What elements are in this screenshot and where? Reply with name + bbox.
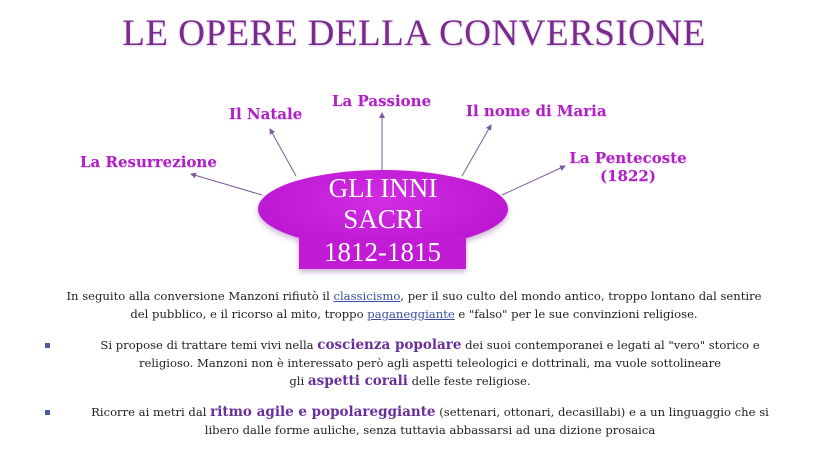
intro-text-1: In seguito alla conversione Manzoni rifiutò il <box>66 289 334 303</box>
intro-paragraph <box>20 287 808 323</box>
bullet-marker-2 <box>45 410 50 415</box>
bullet1-text-d: gli <box>289 374 308 388</box>
center-years: 1812-1815 <box>324 237 441 267</box>
bullet1-emphasis-1: coscienza popolare <box>317 337 462 353</box>
bullet-marker-1 <box>45 343 50 348</box>
branch-pentecoste-label: La Pentecoste <box>569 149 687 167</box>
center-node-text <box>258 173 508 235</box>
bullet1-text-b: dei suoi contemporanei e legati al "vero" storico e <box>461 338 760 352</box>
intro-text-3: del pubblico, e il ricorso al mito, troppo <box>130 307 368 321</box>
bullet2-line-2: libero dalle forme auliche, senza tuttavia abbassarsi ad una dizione prosaica <box>204 423 656 437</box>
bullet-paragraph-2 <box>60 403 800 439</box>
intro-line-2 <box>20 305 808 323</box>
arrow-resurrezione <box>191 174 262 195</box>
branch-nome-di-maria: Il nome di Maria <box>466 102 607 120</box>
arrow-maria <box>462 125 491 176</box>
bullet2-line-1 <box>60 403 800 421</box>
branch-pentecoste <box>568 149 688 185</box>
branch-resurrezione: La Resurrezione <box>80 153 217 171</box>
bullet1-line-2: religioso. Manzoni non è interessato però agli aspetti teleologici e dottrinali, ma vuole sottolineare <box>139 356 721 370</box>
bullet-paragraph-1 <box>60 336 800 390</box>
bullet1-text-a: Si propose di trattare temi vivi nella <box>100 338 318 352</box>
branch-pentecoste-year: (1822) <box>600 167 656 185</box>
intro-line-1 <box>20 287 808 305</box>
link-paganeggiante[interactable]: paganeggiante <box>367 307 455 321</box>
bullet2-text-a: Ricorre ai metri dal <box>91 405 211 419</box>
slide-title: LE OPERE DELLA CONVERSIONE <box>122 13 706 54</box>
bullet1-emphasis-2: aspetti corali <box>307 373 408 389</box>
arrow-pentecoste <box>502 166 565 195</box>
bullet2-text-b: (settenari, ottonari, decasillabi) e a un linguaggio che si <box>435 405 769 419</box>
intro-text-2: , per il suo culto del mondo antico, troppo lontano dal sentire <box>400 289 762 303</box>
arrow-natale <box>270 129 296 176</box>
branch-passione: La Passione <box>332 92 432 110</box>
bullet2-emphasis-1: ritmo agile e popolareggiante <box>210 404 436 420</box>
intro-text-4: e "falso" per le sue convinzioni religiose. <box>454 307 698 321</box>
bullet1-line-3 <box>60 372 800 390</box>
center-title-line1: GLI INNI <box>328 173 438 203</box>
link-classicismo[interactable]: classicismo <box>333 289 401 303</box>
branch-natale: Il Natale <box>229 105 303 123</box>
center-title-line2: SACRI <box>343 204 423 234</box>
bullet1-text-e: delle feste religiose. <box>407 374 531 388</box>
bullet1-line-1 <box>60 336 800 354</box>
